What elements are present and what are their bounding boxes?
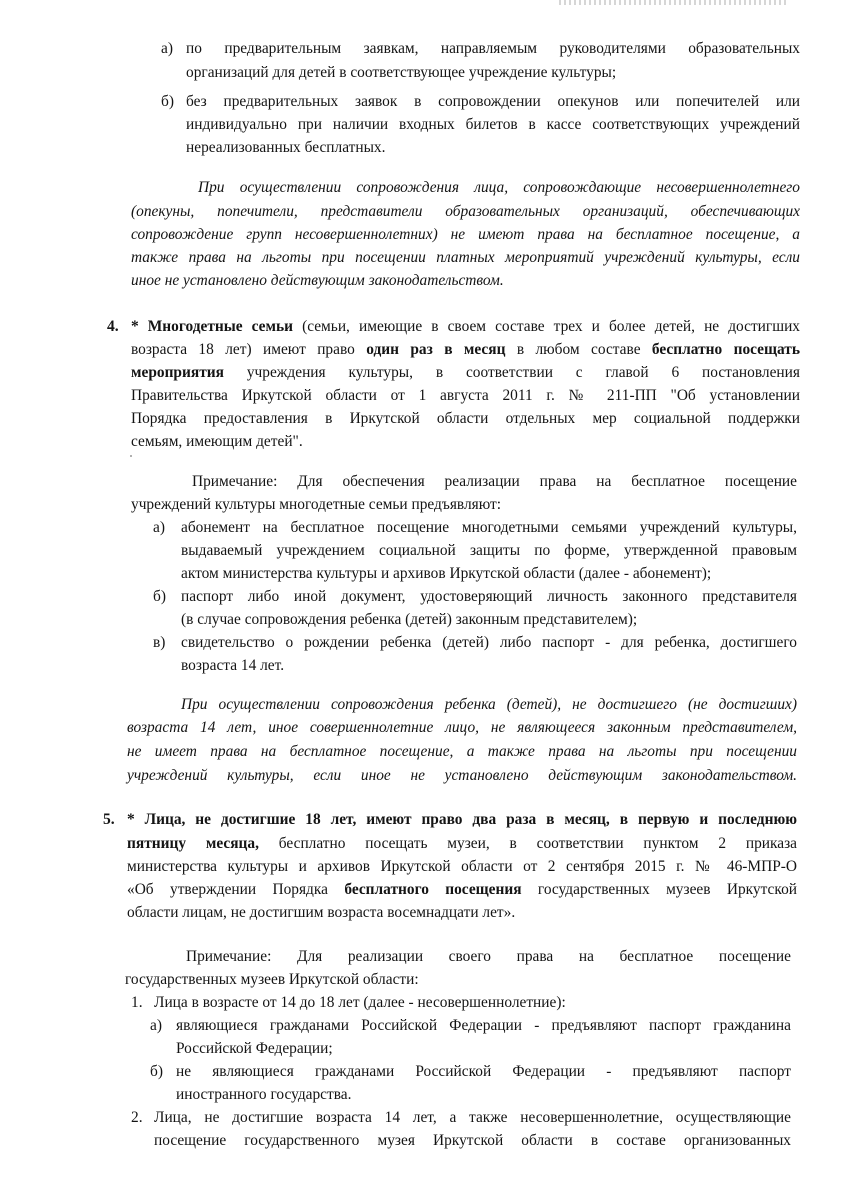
escort-note-line: сопровождение групп несовершеннолетних) не имеют права на бесплатное посещение, а — [131, 226, 800, 243]
section-5-item-1a-marker: а) — [150, 1017, 162, 1034]
section-5-item-1b-line: не являющиеся гражданами Российской Федерации - предъявляют паспорт — [176, 1063, 791, 1080]
section-5-line: «Об утверждении Порядка бесплатного посещения государственных музеев Иркутской — [127, 881, 797, 898]
section-4-item-a-line: абонемент на бесплатное посещение многодетными семьями учреждений культуры, — [181, 519, 797, 536]
list-item-a-line: по предварительным заявкам, направляемым руководителями образовательных — [186, 40, 800, 57]
list-item-b-marker: б) — [161, 93, 174, 110]
section-4-item-c-line: свидетельство о рождении ребенка (детей) либо паспорт - для ребенка, достигшего — [181, 634, 797, 651]
section-5-line: министерства культуры и архивов Иркутской области от 2 сентября 2015 г. № 46-МПР-О — [127, 858, 797, 875]
section-4-escort-note-line: не имеет права на бесплатное посещение, а также права на льготы при посещении — [127, 743, 797, 760]
section-4-note-line: учреждений культуры многодетные семьи предъявляют: — [131, 496, 502, 513]
escort-note-line: (опекуны, попечители, представители образовательных организаций, обеспечивающих — [131, 203, 800, 220]
section-5-number: 5. — [103, 811, 115, 828]
escort-note-line: При осуществлении сопровождения лица, сопровождающие несовершеннолетнего — [198, 179, 800, 196]
section-5-item-1-text: Лица в возрасте от 14 до 18 лет (далее - несовершеннолетние): — [154, 994, 566, 1011]
list-item-b-line: индивидуально при наличии входных билетов в кассе соответствующих учреждений — [186, 116, 800, 133]
section-5-item-2-marker: 2. — [131, 1109, 143, 1126]
section-4-item-a-marker: а) — [153, 519, 165, 536]
section-4-item-c-line: возраста 14 лет. — [181, 657, 285, 674]
section-4-item-b-line: (в случае сопровождения ребенка (детей) законным представителем); — [181, 611, 638, 628]
section-4-line: Порядка предоставления в Иркутской области отдельных мер социальной поддержки — [131, 410, 800, 427]
section-5-item-2-line: Лица, не достигшие возраста 14 лет, а также несовершеннолетние, осуществляющие — [154, 1109, 791, 1126]
section-5-item-1b-marker: б) — [150, 1063, 163, 1080]
list-item-a-line: организаций для детей в соответствующее учреждение культуры; — [186, 64, 617, 81]
section-4-item-a-line: выдаваемый учреждением социальной защиты по форме, утвержденной правовым — [181, 542, 797, 559]
section-4-line: Правительства Иркутской области от 1 августа 2011 г. № 211-ПП "Об установлении — [131, 387, 800, 404]
escort-note-line: также права на льготы при посещении платных мероприятий учреждений культуры, если — [131, 249, 800, 266]
scan-speck — [130, 455, 132, 457]
section-5-item-1a-line: являющиеся гражданами Российской Федерации - предъявляют паспорт гражданина — [176, 1017, 791, 1034]
section-5-item-2-line: посещение государственного музея Иркутской области в составе организованных — [154, 1132, 791, 1149]
section-5-line: пятницу месяца, бесплатно посещать музеи, в соответствии пунктом 2 приказа — [127, 835, 797, 852]
list-item-b-line: нереализованных бесплатных. — [186, 139, 386, 156]
section-5-item-1b-line: иностранного государства. — [176, 1086, 352, 1103]
section-5-line: области лицам, не достигшим возраста восемнадцати лет». — [127, 904, 516, 921]
section-4-note-line: Примечание: Для обеспечения реализации права на бесплатное посещение — [192, 473, 797, 490]
section-4-item-a-line: актом министерства культуры и архивов Иркутской области (далее - абонемент); — [181, 565, 712, 582]
section-4-escort-note-line: учреждений культуры, если иное не установлено действующим законодательством. — [127, 767, 797, 784]
section-4-item-c-marker: в) — [153, 634, 166, 651]
section-4-line: семьям, имеющим детей". — [131, 433, 303, 450]
section-5-note-line: Примечание: Для реализации своего права на бесплатное посещение — [186, 948, 791, 965]
section-4-escort-note-line: возраста 14 лет, иное совершеннолетние лицо, не являющееся законным представителем, — [127, 719, 797, 736]
section-4-line: возраста 18 лет) имеют право один раз в месяц в любом составе бесплатно посещать — [131, 341, 800, 358]
section-4-item-b-line: паспорт либо иной документ, удостоверяющий личность законного представителя — [181, 588, 797, 605]
section-5-note-line: государственных музеев Иркутской области: — [125, 971, 419, 988]
section-5-item-1-marker: 1. — [131, 994, 143, 1011]
section-5-item-1a-line: Российской Федерации; — [176, 1040, 333, 1057]
section-4-escort-note-line: При осуществлении сопровождения ребенка (детей), не достигшего (не достигших) — [181, 696, 797, 713]
escort-note-line: иное не установлено действующим законодательством. — [131, 272, 504, 289]
list-item-b-line: без предварительных заявок в сопровождении опекунов или попечителей или — [186, 93, 800, 110]
section-4-number: 4. — [107, 318, 119, 335]
section-4-item-b-marker: б) — [153, 588, 166, 605]
list-item-a-marker: а) — [161, 40, 173, 57]
section-5-line: * Лица, не достигшие 18 лет, имеют право два раза в месяц, в первую и последнюю — [127, 811, 797, 828]
section-4-line: * Многодетные семьи (семьи, имеющие в своем составе трех и более детей, не достигших — [131, 318, 800, 335]
section-4-line: мероприятия учреждения культуры, в соответствии с главой 6 постановления — [131, 364, 800, 381]
